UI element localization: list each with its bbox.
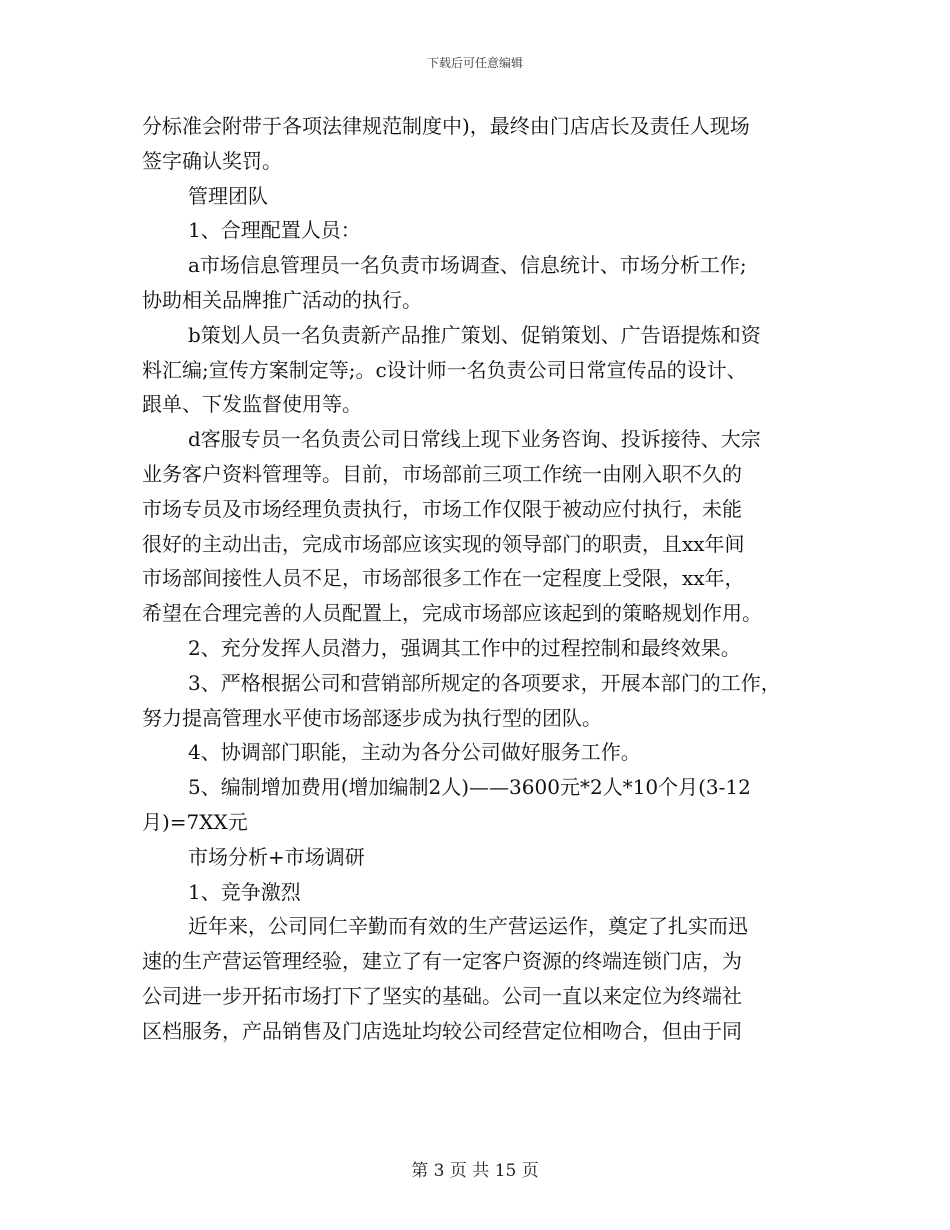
body-line: 月)=7XX元 [142, 809, 248, 834]
body-line: 市场专员及市场经理负责执行，市场工作仅限于被动应付执行，未能 [142, 496, 742, 521]
body-line: 很好的主动出击，完成市场部应该实现的领导部门的职责，且xx年间 [142, 531, 745, 556]
body-line: 5、编制增加费用(增加编制2人)——3600元*2人*10个月(3-12 [188, 775, 751, 800]
body-line: 市场部间接性人员不足，市场部很多工作在一定程度上受限，xx年， [142, 566, 745, 591]
body-line: d客服专员一名负责公司日常线上现下业务咨询、投诉接待、大宗 [188, 427, 761, 452]
body-line: 区档服务，产品销售及门店选址均较公司经营定位相吻合，但由于同 [142, 1018, 742, 1043]
body-line: 跟单、下发监督使用等。 [142, 392, 362, 417]
body-line: 签字确认奖罚。 [142, 148, 282, 173]
body-line: 近年来，公司同仁辛勤而有效的生产营运运作，奠定了扎实而迅 [188, 914, 748, 939]
section-heading: 市场分析+市场调研 [188, 844, 365, 869]
body-line: a市场信息管理员一名负责市场调查、信息统计、市场分析工作; [188, 253, 747, 278]
body-line: b策划人员一名负责新产品推广策划、促销策划、广告语提炼和资 [188, 322, 761, 347]
body-line: 2、充分发挥人员潜力，强调其工作中的过程控制和最终效果。 [188, 635, 741, 660]
body-line: 业务客户资料管理等。目前，市场部前三项工作统一由刚入职不久的 [142, 461, 742, 486]
body-line: 希望在合理完善的人员配置上，完成市场部应该起到的策略规划作用。 [142, 601, 762, 626]
page-footer: 第 3 页 共 15 页 [411, 1161, 539, 1181]
body-line: 努力提高管理水平使市场部逐步成为执行型的团队。 [142, 705, 602, 730]
body-line: 1、合理配置人员： [188, 218, 361, 243]
body-line: 公司进一步开拓市场打下了坚实的基础。公司一直以来定位为终端社 [142, 983, 742, 1008]
body-line: 1、竞争激烈 [188, 879, 301, 904]
body-line: 4、协调部门职能，主动为各分公司做好服务工作。 [188, 740, 641, 765]
page-header: 下载后可任意编辑 [426, 56, 523, 70]
document-body [142, 109, 814, 1049]
body-line: 速的生产营运管理经验，建立了有一定客户资源的终端连锁门店，为 [142, 949, 742, 974]
body-line: 分标准会附带于各项法律规范制度中)，最终由门店店长及责任人现场 [142, 114, 750, 138]
section-heading: 管理团队 [188, 183, 268, 208]
body-line: 协助相关品牌推广活动的执行。 [142, 287, 422, 312]
body-line: 料汇编;宣传方案制定等;。c设计师一名负责公司日常宣传品的设计、 [142, 357, 747, 382]
body-line: 3、严格根据公司和营销部所规定的各项要求，开展本部门的工作， [188, 670, 781, 695]
